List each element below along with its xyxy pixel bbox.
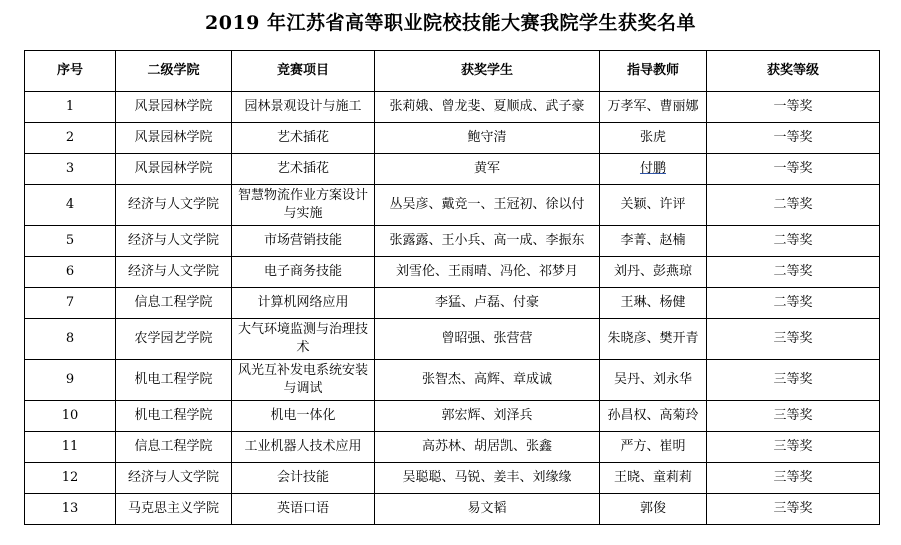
cell-no: 7: [25, 288, 116, 319]
cell-level: 三等奖: [707, 463, 880, 494]
cell-teachers: 朱晓彦、樊开青: [600, 319, 707, 360]
header-project: 竞赛项目: [232, 51, 375, 92]
cell-project: 园林景观设计与施工: [232, 92, 375, 123]
cell-teachers: 郭俊: [600, 494, 707, 525]
cell-no: 12: [25, 463, 116, 494]
cell-no: 5: [25, 226, 116, 257]
cell-level: 三等奖: [707, 494, 880, 525]
header-row: [25, 51, 880, 92]
header-teachers: 指导教师: [600, 51, 707, 92]
cell-level: 二等奖: [707, 185, 880, 226]
cell-students: 丛吴彦、戴竞一、王冠初、徐以付: [375, 185, 600, 226]
teacher-link[interactable]: 付鹏: [639, 161, 666, 176]
cell-college: 风景园林学院: [116, 154, 232, 185]
cell-no: 1: [25, 92, 116, 123]
cell-college: 经济与人文学院: [116, 463, 232, 494]
header-college: 二级学院: [116, 51, 232, 92]
cell-project: 电子商务技能: [232, 257, 375, 288]
table-body: [25, 92, 880, 525]
cell-level: 二等奖: [707, 257, 880, 288]
cell-college: 马克思主义学院: [116, 494, 232, 525]
cell-teachers: 万孝军、曹丽娜: [600, 92, 707, 123]
cell-students: 曾昭强、张营营: [375, 319, 600, 360]
header-students: 获奖学生: [375, 51, 600, 92]
cell-college: 农学园艺学院: [116, 319, 232, 360]
cell-students: 黄军: [375, 154, 600, 185]
cell-college: 风景园林学院: [116, 123, 232, 154]
cell-no: 6: [25, 257, 116, 288]
cell-project: 英语口语: [232, 494, 375, 525]
cell-level: 一等奖: [707, 154, 880, 185]
cell-students: 吴聪聪、马锐、姜丰、刘缘缘: [375, 463, 600, 494]
cell-project: 市场营销技能: [232, 226, 375, 257]
cell-level: 一等奖: [707, 92, 880, 123]
cell-teachers: 孙昌权、高菊玲: [600, 401, 707, 432]
cell-no: 9: [25, 360, 116, 401]
table-header: [25, 51, 880, 92]
cell-students: 鲍守清: [375, 123, 600, 154]
cell-college: 风景园林学院: [116, 92, 232, 123]
cell-level: 三等奖: [707, 401, 880, 432]
table-row: [25, 123, 880, 154]
cell-no: 2: [25, 123, 116, 154]
cell-students: 张智杰、高辉、章成诚: [375, 360, 600, 401]
table-row: [25, 92, 880, 123]
cell-level: 三等奖: [707, 360, 880, 401]
table-row: [25, 463, 880, 494]
cell-teachers: 刘丹、彭燕琼: [600, 257, 707, 288]
header-no: 序号: [25, 51, 116, 92]
cell-project: 会计技能: [232, 463, 375, 494]
cell-project: 艺术插花: [232, 123, 375, 154]
cell-level: 二等奖: [707, 288, 880, 319]
cell-teachers: 王琳、杨健: [600, 288, 707, 319]
cell-students: 张露露、王小兵、高一成、李振东: [375, 226, 600, 257]
cell-project: 计算机网络应用: [232, 288, 375, 319]
table-row: [25, 226, 880, 257]
cell-teachers: 严方、崔明: [600, 432, 707, 463]
cell-no: 3: [25, 154, 116, 185]
cell-level: 三等奖: [707, 319, 880, 360]
cell-college: 信息工程学院: [116, 432, 232, 463]
cell-level: 三等奖: [707, 432, 880, 463]
cell-project: 艺术插花: [232, 154, 375, 185]
cell-teachers: [600, 154, 707, 185]
cell-project: 风光互补发电系统安装与调试: [232, 360, 375, 401]
table-row: [25, 401, 880, 432]
cell-level: 二等奖: [707, 226, 880, 257]
cell-college: 机电工程学院: [116, 401, 232, 432]
cell-college: 机电工程学院: [116, 360, 232, 401]
cell-no: 8: [25, 319, 116, 360]
cell-project: 大气环境监测与治理技术: [232, 319, 375, 360]
cell-teachers: 张虎: [600, 123, 707, 154]
cell-college: 信息工程学院: [116, 288, 232, 319]
cell-no: 4: [25, 185, 116, 226]
cell-project: 机电一体化: [232, 401, 375, 432]
table-row: [25, 494, 880, 525]
cell-no: 10: [25, 401, 116, 432]
table-row: [25, 432, 880, 463]
cell-project: 智慧物流作业方案设计与实施: [232, 185, 375, 226]
cell-students: 高苏林、胡居凯、张鑫: [375, 432, 600, 463]
cell-teachers: 李菁、赵楠: [600, 226, 707, 257]
table-row: [25, 185, 880, 226]
cell-level: 一等奖: [707, 123, 880, 154]
cell-students: 李猛、卢磊、付豪: [375, 288, 600, 319]
table-row: [25, 154, 880, 185]
cell-teachers: 吴丹、刘永华: [600, 360, 707, 401]
header-level: 获奖等级: [707, 51, 880, 92]
cell-students: 郭宏辉、刘泽兵: [375, 401, 600, 432]
cell-students: 张莉娥、曾龙斐、夏顺成、武子豪: [375, 92, 600, 123]
cell-no: 11: [25, 432, 116, 463]
table-row: [25, 319, 880, 360]
cell-students: 刘雪伦、王雨晴、冯伦、祁梦月: [375, 257, 600, 288]
cell-college: 经济与人文学院: [116, 185, 232, 226]
table-row: [25, 257, 880, 288]
awards-table: [24, 50, 880, 525]
cell-college: 经济与人文学院: [116, 257, 232, 288]
cell-students: 易文韬: [375, 494, 600, 525]
cell-teachers: 关颖、许评: [600, 185, 707, 226]
cell-college: 经济与人文学院: [116, 226, 232, 257]
cell-teachers: 王晓、童莉莉: [600, 463, 707, 494]
cell-project: 工业机器人技术应用: [232, 432, 375, 463]
page-title: 2019 年江苏省高等职业院校技能大赛我院学生获奖名单: [205, 12, 696, 34]
table-row: [25, 360, 880, 401]
table-row: [25, 288, 880, 319]
cell-no: 13: [25, 494, 116, 525]
